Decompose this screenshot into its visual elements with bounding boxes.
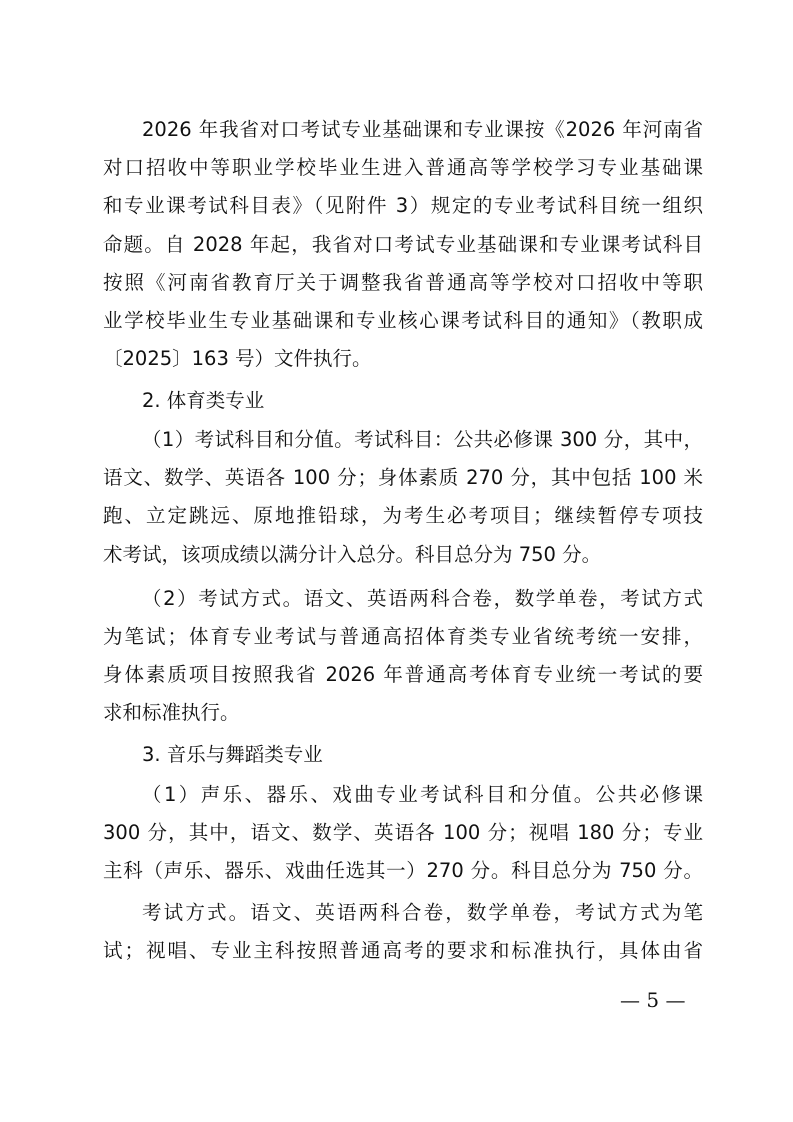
- text-line: 试；视唱、专业主科按照普通高考的要求和标准执行，具体由省: [103, 939, 703, 962]
- text-line: 300 分，其中，语文、数学、英语各 100 分；视唱 180 分；专业: [103, 821, 703, 844]
- text-line: 按照《河南省教育厅关于调整我省普通高等学校对口招收中等职: [103, 271, 703, 294]
- text-line: （2）考试方式。语文、英语两科合卷，数学单卷，考试方式: [142, 587, 703, 610]
- text-line: 术考试，该项成绩以满分计入总分。科目总分为 750 分。: [103, 543, 602, 566]
- text-line: （1）考试科目和分值。考试科目：公共必修课 300 分，其中，: [142, 428, 703, 451]
- text-line: 身体素质项目按照我省 2026 年普通高考体育专业统一考试的要: [103, 663, 703, 686]
- section-heading: 3. 音乐与舞蹈类专业: [142, 743, 323, 766]
- text-line: 业学校毕业生专业基础课和专业核心课考试科目的通知》（教职成: [103, 309, 703, 332]
- text-line: 2026 年我省对口考试专业基础课和专业课按《2026 年河南省: [142, 118, 703, 141]
- text-line: 和专业课考试科目表》（见附件 3）规定的专业考试科目统一组织: [103, 194, 703, 217]
- text-line: 主科（声乐、器乐、戏曲任选其一）270 分。科目总分为 750 分。: [103, 859, 703, 882]
- text-line: 考试方式。语文、英语两科合卷，数学单卷，考试方式为笔: [142, 901, 703, 924]
- text-line: 语文、数学、英语各 100 分；身体素质 270 分，其中包括 100 米: [103, 466, 703, 489]
- text-line: 求和标准执行。: [103, 701, 240, 724]
- text-line: 对口招收中等职业学校毕业生进入普通高等学校学习专业基础课: [103, 156, 703, 179]
- section-heading: 2. 体育类专业: [142, 389, 265, 412]
- text-line: 〔2025〕163 号）文件执行。: [103, 347, 372, 370]
- text-line: （1）声乐、器乐、戏曲专业考试科目和分值。公共必修课: [142, 783, 703, 806]
- text-line: 为笔试；体育专业考试与普通高招体育类专业省统考统一安排，: [103, 625, 703, 648]
- text-line: 跑、立定跳远、原地推铅球，为考生必考项目；继续暂停专项技: [103, 504, 703, 527]
- page-number: — 5 —: [620, 988, 686, 1012]
- text-line: 命题。自 2028 年起，我省对口考试专业基础课和专业课考试科目: [103, 233, 703, 256]
